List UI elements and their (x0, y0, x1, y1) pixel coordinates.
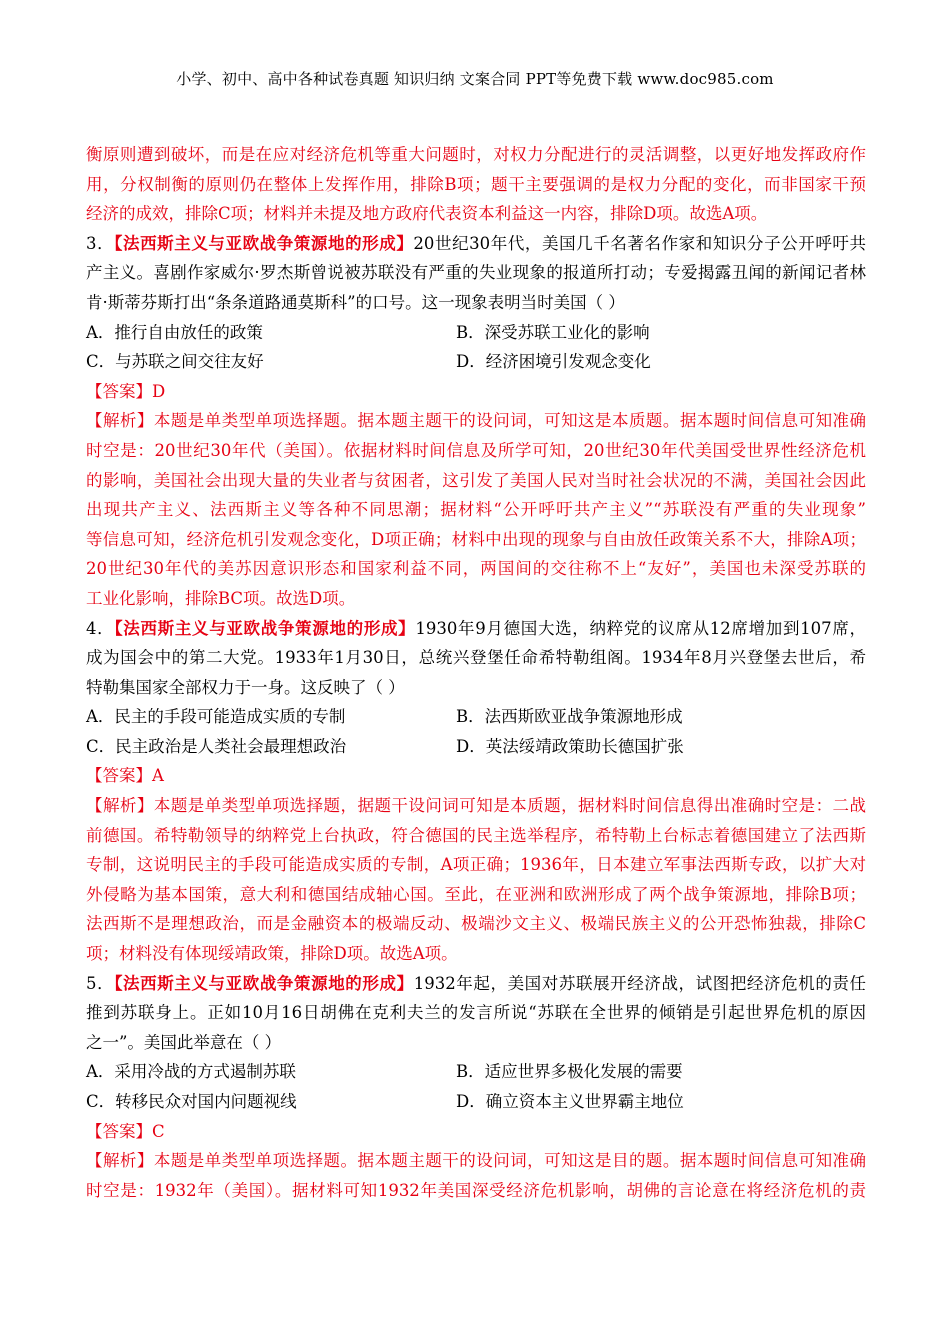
analysis-text: 专制，这说明民主的手段可能造成实质的专制，A项正确；1936年，日本建立军事法西斯专政，以扩大对 (86, 855, 866, 875)
question-stem-first-line (86, 969, 866, 999)
analysis-text: 等信息可知，经济危机引发观念变化，D项正确；材料中出现的现象与自由放任政策关系不大，排除A项； (86, 529, 866, 549)
analysis-text: 法西斯不是理想政治，而是金融资本的极端反动、极端沙文主义、极端民族主义的公开恐怖独裁，排除C (86, 914, 866, 934)
analysis-first-line (86, 406, 866, 436)
analysis-text: 时空是：20世纪30年代（美国）。依据材料时间信息及所学可知，20世纪30年代美国受世界性经济危机 (86, 440, 866, 460)
question-stem: 特勒集国家全部权力于一身。这反映了（ ） (86, 677, 405, 697)
analysis-text: 的影响，美国社会出现大量的失业者与贫困者，这引发了美国人民对当时社会状况的不满，美国社会因此 (86, 470, 866, 490)
option-c: C．转移民众对国内问题视线 (86, 1092, 297, 1111)
text-line: 衡原则遭到破坏，而是在应对经济危机等重大问题时，对权力分配进行的灵活调整，以更好地发挥政府作 (86, 145, 866, 164)
answer-value: C (152, 1121, 165, 1141)
options-row (86, 347, 866, 377)
option-d: D．经济困境引发观念变化 (456, 352, 651, 372)
analysis-text: 本题是单类型单项选择题。据本题主题干的设问词，可知这是本质题。据本题时间信息可知准确 (153, 411, 866, 431)
option-a: A．民主的手段可能造成实质的专制 (86, 707, 346, 727)
page-header: 小学、初中、高中各种试卷真题 知识归纳 文案合同 PPT等免费下载 www.doc985.com (176, 70, 774, 88)
analysis-text: 本题是单类型单项选择题。据本题主题干的设问词，可知这是目的题。据本题时间信息可知准确 (153, 1151, 866, 1171)
options-row (86, 1087, 866, 1117)
question-stem: 之一”。美国此举意在（ ） (86, 1032, 282, 1052)
document-body (86, 140, 866, 1205)
analysis-label: 【解析】 (86, 1151, 154, 1171)
question-number: 5． (86, 973, 115, 993)
options-row (86, 702, 866, 732)
question-stem: 20世纪30年代，美国几千名著名作家和知识分子公开呼吁共 (413, 233, 866, 253)
analysis-text: 外侵略为基本国策，意大利和德国结成轴心国。至此，在亚洲和欧洲形成了两个战争策源地，排除B项； (86, 884, 866, 904)
options-row (86, 732, 866, 762)
option-a: A．推行自由放任的政策 (86, 322, 263, 342)
question-number: 4． (86, 618, 115, 638)
analysis-text: 前德国。希特勒领导的纳粹党上台执政，符合德国的民主选举程序，希特勒上台标志着德国建立了法西斯 (86, 825, 866, 845)
answer (86, 1117, 866, 1147)
option-a: A．采用冷战的方式遏制苏联 (86, 1062, 296, 1082)
question-topic-tag: 【法西斯主义与亚欧战争策源地的形成】 (114, 233, 414, 253)
analysis-text: 时空是：1932年（美国）。据材料可知1932年美国深受经济危机影响，胡佛的言论意在将经济危机的责 (86, 1180, 866, 1200)
question-stem: 产主义。喜剧作家威尔·罗杰斯曾说被苏联没有严重的失业现象的报道所打动；专爱揭露丑闻的新闻记者林 (86, 263, 866, 283)
analysis-first-line (86, 791, 866, 821)
question-number: 3． (86, 233, 115, 253)
question-stem: 推到苏联身上。正如10月16日胡佛在克利夫兰的发言所说“苏联在全世界的倾销是引起世界危机的原因 (86, 1003, 866, 1023)
option-b: B．适应世界多极化发展的需要 (456, 1062, 683, 1082)
analysis-label: 【解析】 (86, 411, 154, 431)
question-stem: 肯·斯蒂芬斯打出“条条道路通莫斯科”的口号。这一现象表明当时美国（ ） (86, 292, 625, 312)
analysis-text: 本题是单类型单项选择题，据题干设问词可知是本质题，据材料时间信息得出准确时空是：二战 (153, 796, 866, 816)
answer-label: 【答案】 (86, 766, 152, 786)
question-5 (86, 969, 866, 1206)
options-row (86, 318, 866, 348)
question-4 (86, 614, 866, 969)
question-stem: 1930年9月德国大选，纳粹党的议席从12席增加到107席， (415, 618, 866, 638)
question-stem-first-line (86, 229, 866, 259)
option-d: D．英法绥靖政策助长德国扩张 (456, 736, 684, 756)
option-d: D．确立资本主义世界霸主地位 (456, 1092, 684, 1111)
question-stem-first-line (86, 614, 866, 644)
analysis-text: 项；材料没有体现绥靖政策，排除D项。故选A项。 (86, 944, 458, 964)
answer-value: A (152, 766, 164, 786)
previous-analysis-continuation (86, 140, 866, 229)
text-line: 经济的成效，排除C项；材料并未提及地方政府代表资本利益这一内容，排除D项。故选A项。 (86, 204, 768, 224)
analysis-first-line (86, 1146, 866, 1176)
question-topic-tag: 【法西斯主义与亚欧战争策源地的形成】 (114, 618, 416, 638)
option-c: C．民主政治是人类社会最理想政治 (86, 736, 347, 756)
option-b: B．深受苏联工业化的影响 (456, 322, 650, 342)
question-stem: 成为国会中的第二大党。1933年1月30日，总统兴登堡任命希特勒组阁。1934年8月兴登堡去世后，希 (86, 648, 866, 668)
question-topic-tag: 【法西斯主义与亚欧战争策源地的形成】 (114, 973, 414, 993)
question-stem: 1932年起，美国对苏联展开经济战，试图把经济危机的责任 (413, 973, 866, 993)
analysis-text: 出现共产主义、法西斯主义等各种不同思潮；据材料“公开呼吁共产主义”“苏联没有严重的失业现象” (86, 500, 866, 520)
answer (86, 377, 866, 407)
question-3 (86, 229, 866, 614)
answer (86, 761, 866, 791)
option-c: C．与苏联之间交往友好 (86, 352, 264, 372)
answer-label: 【答案】 (86, 1121, 152, 1141)
answer-value: D (152, 381, 166, 401)
analysis-label: 【解析】 (86, 796, 154, 816)
text-line: 用，分权制衡的原则仍在整体上发挥作用，排除B项；题干主要强调的是权力分配的变化，而非国家干预 (86, 174, 866, 194)
analysis-text: 工业化影响，排除BC项。故选D项。 (86, 588, 356, 608)
options-row (86, 1057, 866, 1087)
analysis-text: 20世纪30年代的美苏因意识形态和国家利益不同，两国间的交往称不上“友好”，美国也未深受苏联的 (86, 559, 866, 579)
answer-label: 【答案】 (86, 381, 152, 401)
option-b: B．法西斯欧亚战争策源地形成 (456, 707, 683, 727)
